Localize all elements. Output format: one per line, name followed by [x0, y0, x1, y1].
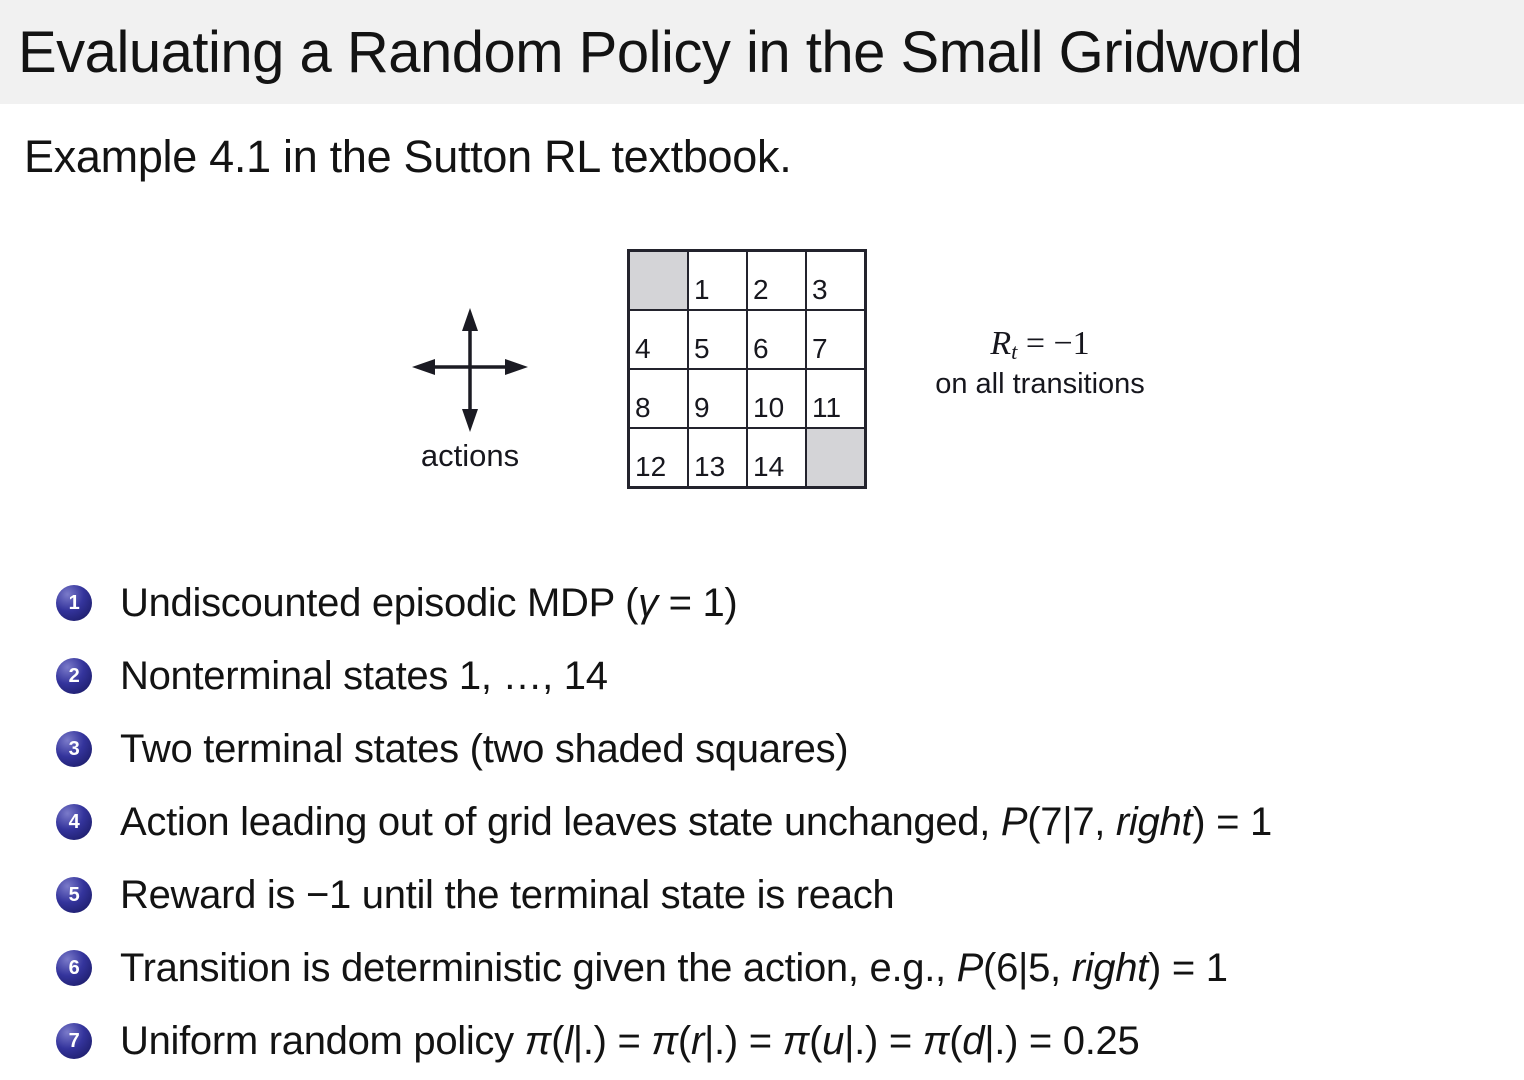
math-segment: ) = 1: [1148, 945, 1228, 990]
item-text: [120, 946, 1228, 991]
math-segment: = 1): [657, 580, 738, 625]
slide-title: Evaluating a Random Policy in the Small Gridworld: [18, 19, 1303, 85]
math-segment: d: [962, 1018, 985, 1063]
item-number-badge: 5: [56, 877, 92, 913]
grid-cell: 10: [748, 370, 805, 427]
math-segment: Undiscounted episodic MDP (: [120, 580, 639, 625]
list-item: [56, 869, 1514, 921]
grid-cell: 4: [630, 311, 687, 368]
grid-cell: 12: [630, 429, 687, 486]
reward-formula: [890, 324, 1190, 364]
property-list: [56, 577, 1514, 1080]
math-segment: Reward is −1 until the terminal state is reach: [120, 872, 895, 917]
item-text: [120, 800, 1272, 845]
item-number-badge: 7: [56, 1023, 92, 1059]
math-segment: π: [651, 1018, 678, 1063]
reward-block: [890, 324, 1190, 401]
math-segment: right: [1071, 945, 1149, 990]
slide-subtitle: Example 4.1 in the Sutton RL textbook.: [24, 131, 792, 182]
math-segment: P: [1000, 799, 1028, 844]
grid-cell: 9: [689, 370, 746, 427]
list-item: [56, 1015, 1514, 1067]
gridworld-grid: [627, 249, 867, 489]
math-segment: π: [782, 1018, 810, 1063]
math-segment: |.) = 0.25: [984, 1018, 1140, 1063]
math-segment: = −1: [1017, 325, 1090, 362]
math-segment: r: [690, 1018, 704, 1063]
math-segment: Transition is deterministic given the action, e.g.,: [120, 945, 957, 990]
grid-cell: 13: [689, 429, 746, 486]
item-number-badge: 2: [56, 658, 92, 694]
math-segment: u: [822, 1018, 845, 1063]
item-number-badge: 3: [56, 731, 92, 767]
math-segment: ) = 1: [1192, 799, 1272, 844]
grid-cell: 6: [748, 311, 805, 368]
item-text: [120, 654, 608, 699]
math-segment: Action leading out of grid leaves state unchanged,: [120, 799, 1001, 844]
math-segment: π: [524, 1018, 552, 1063]
math-segment: P: [956, 945, 984, 990]
list-item: [56, 942, 1514, 994]
math-segment: (: [677, 1018, 691, 1063]
actions-cross-icon: [408, 304, 532, 436]
math-segment: t: [1011, 338, 1018, 364]
grid-cell: 7: [807, 311, 864, 368]
item-text: [120, 1019, 1139, 1064]
title-bar: [0, 0, 1524, 104]
grid-cell: 3: [807, 252, 864, 309]
math-segment: (: [949, 1018, 963, 1063]
item-number-badge: 4: [56, 804, 92, 840]
item-text: [120, 581, 737, 626]
math-segment: (7|7,: [1027, 799, 1116, 844]
grid-cell-terminal: [807, 429, 864, 486]
math-segment: |.) =: [844, 1018, 923, 1063]
math-segment: |.) =: [572, 1018, 652, 1063]
list-item: [56, 577, 1514, 629]
math-segment: Uniform random policy: [120, 1018, 525, 1063]
list-item: [56, 796, 1514, 848]
math-segment: π: [922, 1018, 950, 1063]
math-segment: (: [809, 1018, 823, 1063]
grid-cell: 14: [748, 429, 805, 486]
math-segment: (6|5,: [983, 945, 1072, 990]
grid-cell: 5: [689, 311, 746, 368]
item-text: [120, 727, 848, 772]
grid-cell-terminal: [630, 252, 687, 309]
list-item: [56, 650, 1514, 702]
math-segment: Two terminal states (two shaded squares): [120, 726, 849, 771]
reward-note: on all transitions: [935, 368, 1145, 400]
math-segment: (: [551, 1018, 565, 1063]
math-segment: γ: [638, 580, 658, 625]
math-segment: |.) =: [703, 1018, 783, 1063]
actions-label: actions: [420, 438, 520, 473]
grid-cell: 1: [689, 252, 746, 309]
math-segment: Nonterminal states 1, …, 14: [120, 653, 608, 698]
grid-cell: 2: [748, 252, 805, 309]
math-segment: right: [1115, 799, 1193, 844]
grid-cell: 8: [630, 370, 687, 427]
list-item: [56, 723, 1514, 775]
math-segment: l: [564, 1018, 573, 1063]
item-text: [120, 873, 894, 918]
item-number-badge: 6: [56, 950, 92, 986]
item-number-badge: 1: [56, 585, 92, 621]
grid-cell: 11: [807, 370, 864, 427]
math-segment: R: [990, 325, 1012, 362]
